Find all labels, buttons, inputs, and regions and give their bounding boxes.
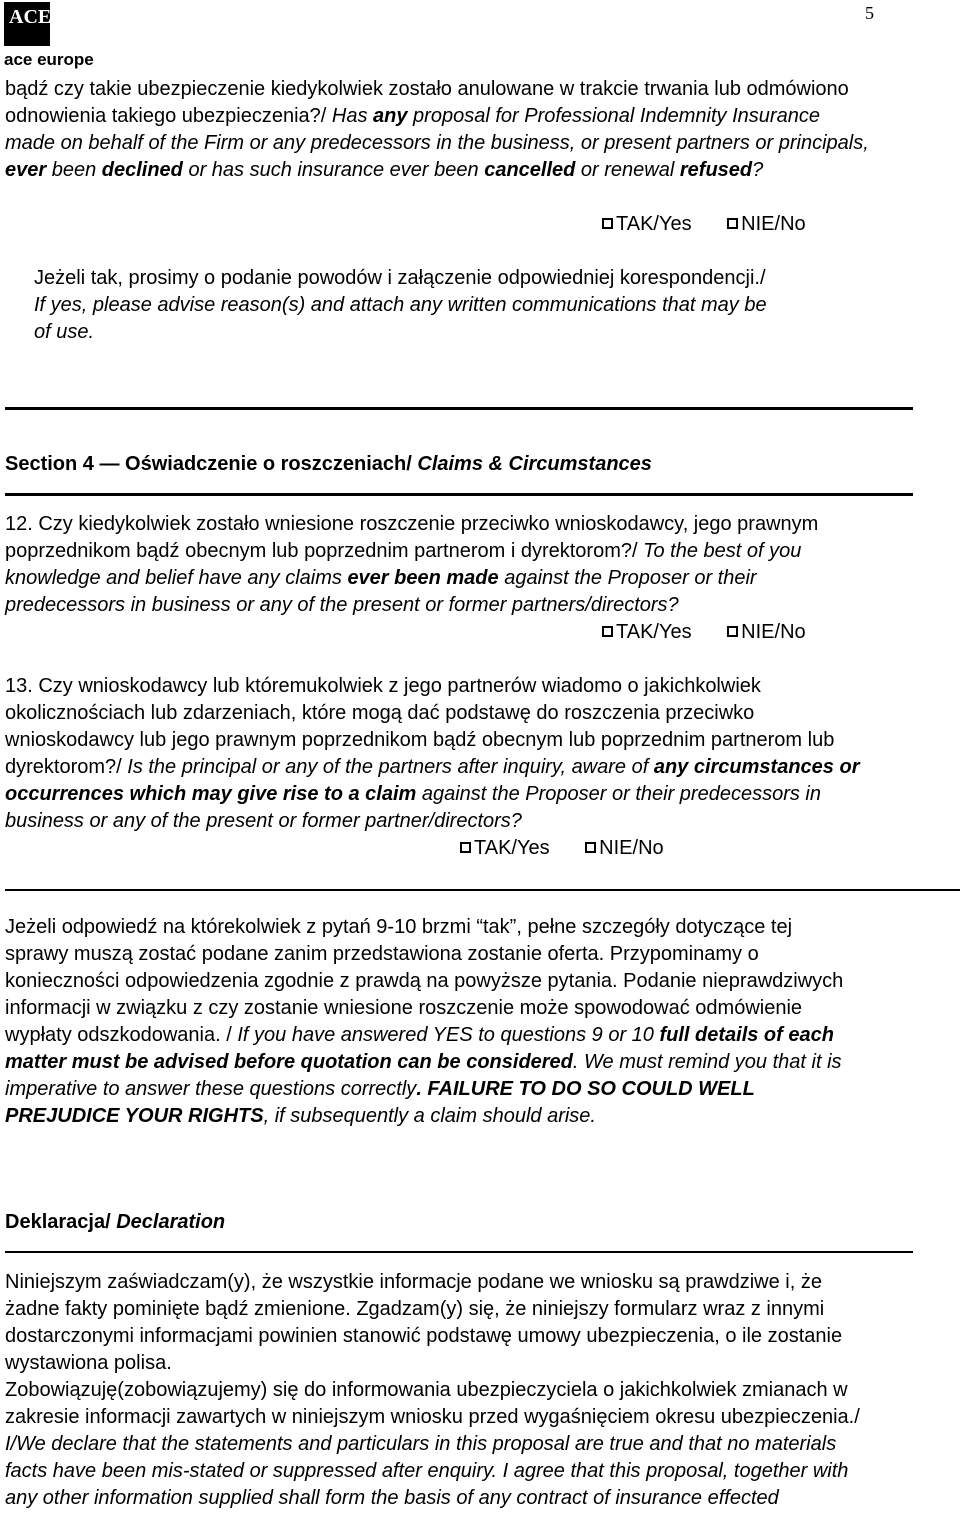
q11-no-option[interactable]: NIE/No (727, 213, 805, 235)
logo-text: ace europe (4, 50, 94, 69)
page-number: 5 (865, 3, 874, 23)
declaration-divider (5, 1251, 913, 1253)
question-11-followup: Jeżeli tak, prosimy o podanie powodów i załączenie odpowiedniej korespondencji./ If yes, please advise reason(s) and attach any written communications that may be of use. (34, 267, 767, 343)
question-11-text: bądź czy takie ubezpieczenie kiedykolwiek zostało anulowane w trakcie trwania lub odmówiono odnowienia takiego ubezpieczenia?/ Has any proposal for Professional Indemnity Insurance made on behalf of the Firm or any predecessors in the business, or present partners or principals, ever been declined or has such insurance ever been cancelled or renewal refused? (5, 78, 869, 181)
checkbox-icon[interactable] (460, 842, 471, 853)
section-divider-bottom (5, 493, 913, 496)
question-11-answer (602, 211, 806, 238)
notice-divider (5, 889, 960, 891)
ace-europe-logo (4, 2, 154, 70)
declaration-text: Niniejszym zaświadczam(y), że wszystkie informacje podane we wniosku są prawdziwe i, że żadne fakty pominięte bądź zmienione. Zgadzam(y) się, że niniejszy formularz wraz z innymi dostarczonymi informacjami powinien stanowić podstawę umowy ubezpieczenia, o ile zostanie wystawiona polisa. Zobowiązuję(zobowiązujemy) się do informowania ubezpieczyciela o jakichkolwiek zmianach w zakresie informacji zawartych w niniejszym wniosku przed wygaśnięciem okresu ubezpieczenia./ I/We declare that the statements and particulars in this proposal are true and that no materials facts have been mis-stated or suppressed after enquiry. I agree that this proposal, together with any other information supplied shall form the basis of any contract of insurance effected (5, 1271, 860, 1509)
checkbox-icon[interactable] (727, 218, 738, 229)
q12-no-option[interactable]: NIE/No (727, 621, 805, 643)
answer-notice: Jeżeli odpowiedź na którekolwiek z pytań 9-10 brzmi “tak”, pełne szczegóły dotyczące tej sprawy muszą zostać podane zanim przedstawiona zostanie oferta. Przypominamy o konieczności odpowiedzenia zgodnie z prawdą na powyższe pytania. Podanie nieprawdziwych informacji w związku z czy zostanie wniesione roszczenie może spowodować odmówienie wypłaty odszkodowania. / If you have answered YES to questions 9 or 10 full details of each matter must be advised before quotation can be considered. We must remind you that it is imperative to answer these questions correctly. FAILURE TO DO SO COULD WELL PREJUDICE YOUR RIGHTS, if subsequently a claim should arise. (5, 916, 844, 1127)
section-4-title: Section 4 — Oświadczenie o roszczeniach/ Claims & Circumstances (5, 453, 652, 475)
q13-yes-option[interactable]: TAK/Yes (460, 837, 550, 859)
q11-yes-option[interactable]: TAK/Yes (602, 213, 692, 235)
section-divider-top (5, 407, 913, 410)
checkbox-icon[interactable] (602, 218, 613, 229)
question-13-answer (460, 835, 664, 862)
q13-no-option[interactable]: NIE/No (585, 837, 663, 859)
checkbox-icon[interactable] (585, 842, 596, 853)
checkbox-icon[interactable] (602, 626, 613, 637)
question-12-text: 12. Czy kiedykolwiek zostało wniesione roszczenie przeciwko wnioskodawcy, jego prawnym poprzednikom bądź obecnym lub poprzednim partnerom i dyrektorom?/ To the best of you knowledge and belief have any claims ever been made against the Proposer or their predecessors in business or any of the present or former partners/directors? (5, 513, 819, 616)
q12-yes-option[interactable]: TAK/Yes (602, 621, 692, 643)
checkbox-icon[interactable] (727, 626, 738, 637)
declaration-title: Deklaracja/ Declaration (5, 1211, 226, 1233)
question-13-text: 13. Czy wnioskodawcy lub któremukolwiek z jego partnerów wiadomo o jakichkolwiek okolicznościach lub zdarzeniach, które mogą dać podstawę do roszczenia przeciwko wnioskodawcy lub jego prawnym poprzednikom bądź obecnym lub poprzednim partnerom lub dyrektorom?/ Is the principal or any of the partners after inquiry, aware of any circumstances or occurrences which may give rise to a claim against the Proposer or their predecessors in business or any of the present or former partner/directors? (5, 675, 860, 832)
logo-mark-letters: ACE (9, 6, 52, 28)
question-12-answer (602, 619, 806, 646)
ace-logo-mark (4, 2, 50, 46)
